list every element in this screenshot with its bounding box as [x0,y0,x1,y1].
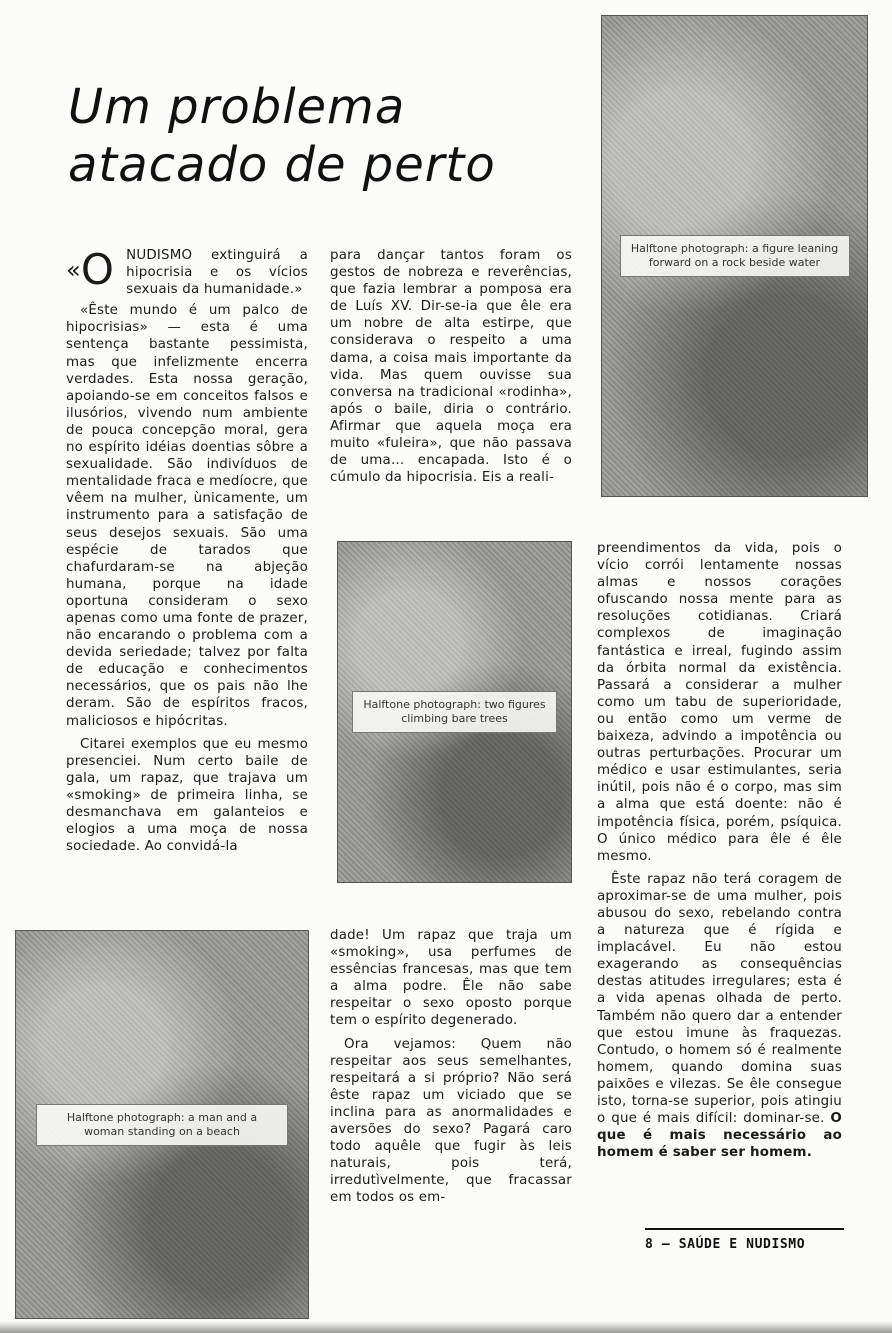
publication-name: SAÚDE E NUDISMO [678,1237,806,1252]
article-title [68,78,538,194]
column-2-bottom [330,927,572,1207]
footer-rule [645,1228,844,1230]
page-footer [645,1237,850,1252]
photo-figure-on-rock [601,15,868,497]
lede-text: NUDISMO extinguirá a hipocrisia e os vícios sexuais da humanidade.» [126,248,308,298]
drop-cap: «O [66,247,115,294]
paragraph: Êste rapaz não terá coragem de aproximar-se de uma mulher, pois abusou do sexo, rebelando contra a natureza que é rígida e implacável. Eu não estou exagerando as consequências destas atitudes irregulares; esta é a vida apenas olhada de perto. Também não quero dar a entender que estou imune às fraquezas. Contudo, o homem só é realmente homem, quando domina suas paixões e vilezas. Se êle consegue isto, torna-se superior, pois atingiu o que é mais difícil: dominar-se. O que é mais necessário ao homem é saber ser homem. [597,871,842,1161]
paragraph: Citarei exemplos que eu mesmo presenciei. Num certo baile de gala, um rapaz, que trajava um «smoking» de primeira linha, se desmanchava em galanteios e elogios a uma moça de nossa sociedade. Ao convidá-la [66,736,308,855]
paragraph: dade! Um rapaz que traja um «smoking», usa perfumes de essências francesas, mas que tem a alma podre. Êle não sabe respeitar o sexo oposto porque tem o espírito degenerado. [330,928,572,1029]
paragraph: «Êste mundo é um palco de hipocrisias» — esta é uma sentença bastante pessimista, mas que infelizmente encerra verdades. Esta nossa geração, apoiando-se em conceitos falsos e ilusórios, vivendo num ambiente de pouca concepção moral, gera no espírito idéias doentias sôbre a sexualidade. São indivíduos de mentalidade fraca e medíocre, que vêem na mulher, ùnicamente, um instrumento para a satisfação de seus desejos sexuais. São uma espécie de tarados que chafurdaram-se na abjeção humana, porque na idade oportuna consideram o sexo apenas como uma fonte de prazer, não encarando o problema com a devida seriedade; talvez por falta de educação e conhecimentos necessários, que os pais não lhe deram. São de espíritos fracos, maliciosos e hipócritas. [66,303,308,729]
closing-statement: O que é mais necessário ao homem é saber ser homem. [597,1111,842,1161]
page-number: 8 [645,1237,654,1252]
title-line-2: atacado de perto [68,137,496,193]
photo-placeholder-label: Halftone photograph: a man and a woman standing on a beach [36,1104,288,1146]
column-1 [66,247,308,855]
title-line-1: Um problema [68,79,406,135]
paragraph: para dançar tantos foram os gestos de nobreza e reverências, que fazia lembrar a pomposa era de Luís XV. Dir-se-ia que êle era um nobre de alta estirpe, que considerava o respeito a uma dama, a coisa mais importante da vida. Mas quem ouvisse sua conversa na tradicional «rodinha», após o baile, diria o contrário. Afirmar que aquela moça era muito «fuleira», que não passava de uma... encapada. Isto é o cúmulo da hipocrisia. Eis a reali- [330,248,572,486]
page-edge-shadow [0,1321,892,1333]
footer-separator: — [661,1237,671,1252]
lede [66,247,308,298]
photo-couple-on-beach [15,930,309,1319]
paragraph: Ora vejamos: Quem não respeitar aos seus semelhantes, respeitará a si próprio? Não será êste rapaz um viciado que se inclina para as anormalidades e aversões do sexo? Pagará caro todo aquêle que fugir às leis naturais, pois terá, irredutìvelmente, que fracassar em todos os em- [330,1036,572,1206]
photo-placeholder-label: Halftone photograph: a figure leaning forward on a rock beside water [620,235,850,277]
column-2-top [330,247,572,486]
paragraph: preendimentos da vida, pois o vício corrói lentamente nossas almas e nossos corações ofuscando nossa mente para as resoluções cotidianas. Criará complexos de imaginação fantástica e irreal, fugindo assim da órbita normal da existência. Passará a considerar a mulher como um tabu de superioridade, ou então como um verme de baixeza, advindo a impotência ou outras perturbações. Procurar um médico e usar estimulantes, seria inútil, pois não é o corpo, mas sim a alma que está doente: não é impotência física, porém, psíquica. O único médico para êle é êle mesmo. [597,541,842,864]
column-3 [597,540,842,1161]
photo-figures-in-trees [337,541,572,883]
photo-placeholder-label: Halftone photograph: two figures climbing bare trees [352,691,556,733]
